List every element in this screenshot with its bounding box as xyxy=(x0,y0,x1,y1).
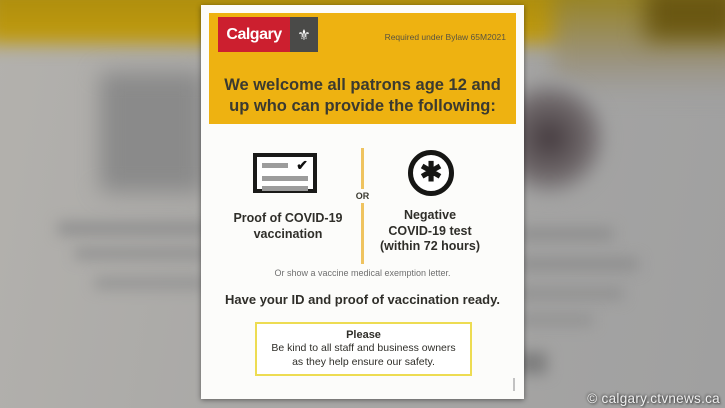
calgary-wordmark xyxy=(218,17,290,52)
card-line-decor xyxy=(262,186,308,191)
fine-print-mark xyxy=(513,378,515,391)
vaccination-card-icon xyxy=(253,153,317,193)
please-box xyxy=(255,322,472,376)
poster-header xyxy=(209,13,516,124)
please-line1: Be kind to all staff and business owners xyxy=(271,342,456,354)
bg-blur-shape xyxy=(518,258,638,270)
checkmark-icon: ✔ xyxy=(296,157,308,173)
please-line2: as they help ensure our safety. xyxy=(292,355,435,368)
bg-blur-shape xyxy=(58,222,208,235)
calgary-logo xyxy=(218,17,318,52)
bg-blur-shape xyxy=(95,278,207,288)
ctv-watermark: © calgary.ctvnews.ca xyxy=(587,391,720,406)
label-line: COVID-19 test xyxy=(388,223,472,238)
vaccination-card-top-row xyxy=(262,157,308,173)
bg-blur-shape xyxy=(645,0,725,40)
label-line: (within 72 hours) xyxy=(380,239,480,253)
calgary-wordmark-text: Calgary xyxy=(226,25,282,43)
proof-of-vaccination-label xyxy=(213,211,363,242)
bg-blur-shape xyxy=(100,72,205,192)
asterisk-icon: ✱ xyxy=(419,156,443,187)
calgary-crest-box xyxy=(290,17,318,52)
label-line: Proof of COVID-19 xyxy=(233,211,343,225)
poster-headline xyxy=(209,75,516,117)
bg-blur-shape xyxy=(75,248,207,259)
calgary-crest-icon: ⚜ xyxy=(297,26,311,44)
negative-test-label xyxy=(355,208,505,255)
negative-test-icon xyxy=(408,150,454,196)
headline-line2: up who can provide the following: xyxy=(229,97,496,115)
bylaw-note: Required under Bylaw 65M2021 xyxy=(384,32,506,42)
covid-poster xyxy=(201,5,524,399)
please-title: Please xyxy=(346,329,381,341)
headline-line1: We welcome all patrons age 12 and xyxy=(224,76,501,94)
id-ready-note: Have your ID and proof of vaccination ready. xyxy=(225,292,500,307)
bg-blur-shape xyxy=(518,288,623,299)
label-line: vaccination xyxy=(253,226,323,241)
exemption-note: Or show a vaccine medical exemption letter. xyxy=(274,268,451,278)
or-label: OR xyxy=(352,189,373,203)
card-line-decor xyxy=(262,163,288,168)
bg-blur-shape xyxy=(518,315,593,325)
bg-blur-shape xyxy=(518,228,613,240)
card-line-decor xyxy=(262,176,308,181)
label-line: Negative xyxy=(403,208,457,222)
